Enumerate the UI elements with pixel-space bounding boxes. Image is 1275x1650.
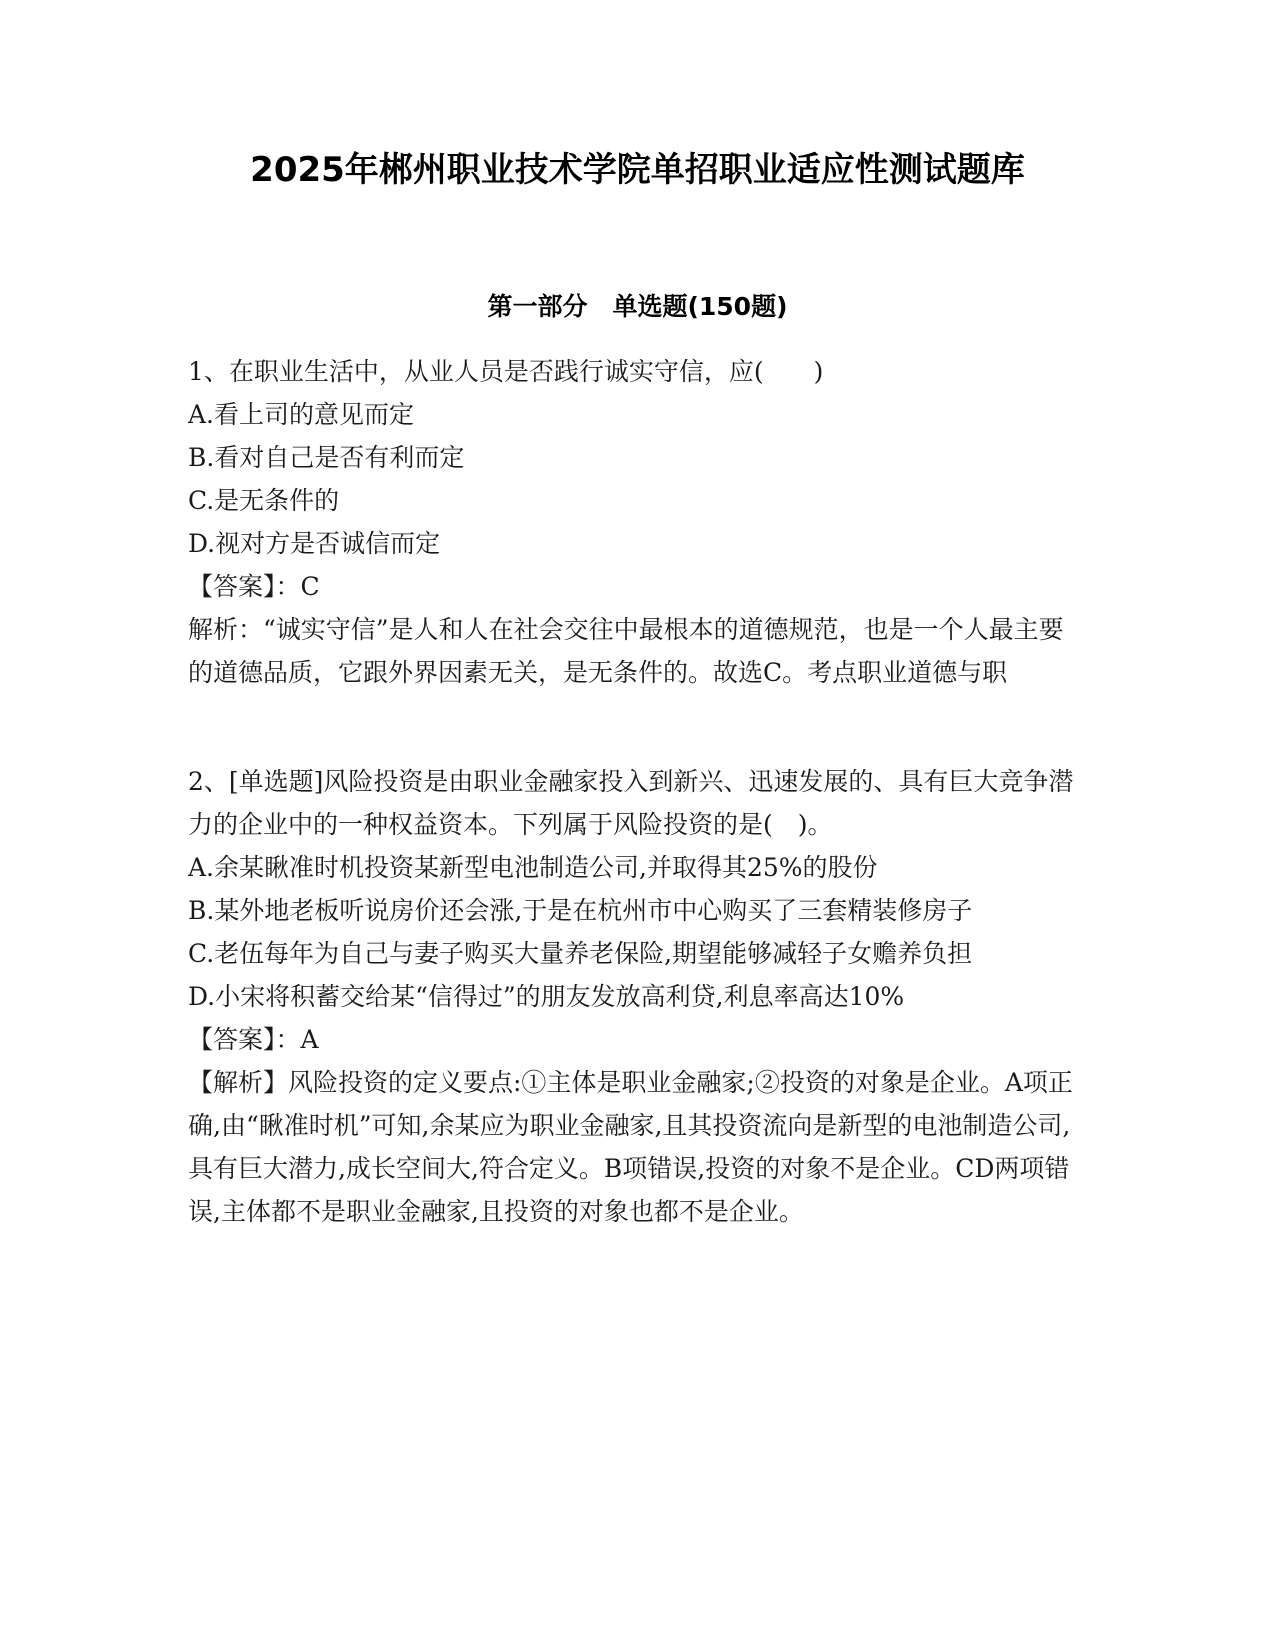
analysis-text: 【解析】风险投资的定义要点:①主体是职业金融家;②投资的对象是企业。A项正确,由“瞅准时机”可知,余某应为职业金融家,且其投资流向是新型的电池制造公司,具有巨大潜力,成长空间大,符合定义。B项错误,投资的对象不是企业。CD两项错误,主体都不是职业金融家,且投资的对象也都不是企业。 bbox=[188, 1068, 1073, 1226]
option-a: A.余某瞅准时机投资某新型电池制造公司,并取得其25%的股份 bbox=[188, 853, 878, 882]
option-b: B.某外地老板听说房价还会涨,于是在杭州市中心购买了三套精装修房子 bbox=[188, 896, 973, 925]
option-a: A.看上司的意见而定 bbox=[188, 400, 415, 429]
section-title: 第一部分 单选题(150题) bbox=[487, 292, 788, 321]
question-stem: 2、[单选题]风险投资是由职业金融家投入到新兴、迅速发展的、具有巨大竞争潜力的企业中的一种权益资本。下列属于风险投资的是( )。 bbox=[188, 767, 1074, 839]
question-1 bbox=[188, 350, 1083, 694]
option-c: C.老伍每年为自己与妻子购买大量养老保险,期望能够减轻子女赡养负担 bbox=[188, 939, 973, 968]
option-b: B.看对自己是否有利而定 bbox=[188, 443, 465, 472]
question-2 bbox=[188, 760, 1083, 1233]
option-d: D.小宋将积蓄交给某“信得过”的朋友发放高利贷,利息率高达10% bbox=[188, 982, 905, 1011]
option-d: D.视对方是否诚信而定 bbox=[188, 529, 441, 558]
document-title: 2025年郴州职业技术学院单招职业适应性测试题库 bbox=[250, 150, 1025, 190]
answer-line: 【答案】：A bbox=[188, 1025, 319, 1054]
question-stem: 1、在职业生活中，从业人员是否践行诚实守信，应( ) bbox=[188, 357, 824, 386]
answer-line: 【答案】：C bbox=[188, 572, 320, 601]
analysis-text: 解析：“诚实守信”是人和人在社会交往中最根本的道德规范，也是一个人最主要的道德品质，它跟外界因素无关，是无条件的。故选C。考点职业道德与职 bbox=[188, 615, 1064, 687]
option-c: C.是无条件的 bbox=[188, 486, 340, 515]
